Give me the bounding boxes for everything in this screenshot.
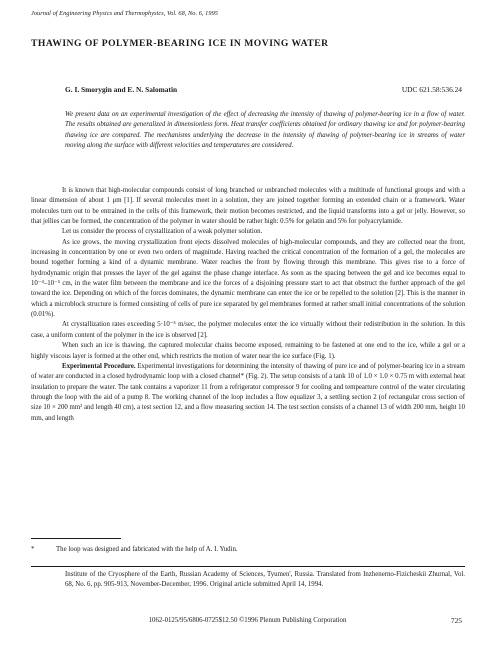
abstract: We present data on an experimental investigation of the effect of decreasing the intensity of thawing of polymer-bearing ice in a flow of water. The results obtained are generalized in dimensionless form. Heat transfer coefficients obtained for ordinary thawing ice and for polymer-bearing thawing ice are compared. The mechanisms underlying the decrease in the intensity of thawing of polymer-bearing ice in streams of water moving along the surface with different velocities and temperatures are considered.: [65, 111, 465, 150]
institute-note: Institute of the Cryosphere of the Earth, Russian Academy of Sciences, Tyumen', Russia. Translated from Inzhenerno-Fizicheskii Zhurnal, Vol. 68, No. 6, pp. 905-913, November-December, 1996. Original article submitted April 14, 1994.: [65, 571, 465, 588]
section-text: Experimental investigations for determining the intensity of thawing of pure ice and of polymer-bearing ice in a stream of water are conducted in a closed hydrodynamic loop with a closed channel* (Fig. 2). The setup consists of a tank 10 of 1.0 × 1.0 × 0.75 m with external heat insulation to prepare the water. The tank contains a vaporizer 11 from a refrigerator compressor 9 for cooling and tempearture control of the water circulating through the loop with the aid of a pump 8. The working channel of the loop includes a flow equalizer 3, a settling section 2 (of rectangular cross section of size 10 × 200 mm² and length 40 cm), a test section 12, and a flow measuring section 14. The test section consists of a channel 13 of width 200 mm, height 10 mm, and length: [31, 362, 465, 422]
body-paragraph: [31, 362, 465, 424]
body-paragraph: When such an ice is thawing, the captured molecular chains become exposed, remaining to be fastened at one end to the ice, while a gel or a highly viscous layer is formed at the other end, which restricts the motion of water near the ice surface (Fig. 1).: [31, 342, 465, 360]
footnote: [31, 545, 465, 555]
article-title: THAWING OF POLYMER-BEARING ICE IN MOVING WATER: [31, 38, 329, 49]
footnote-mark: *: [31, 546, 35, 553]
issn-line: 1062-0125/95/6806-0725$12.50 ©1996 Plenum Publishing Corporation: [148, 617, 347, 624]
udc-code: UDC 621.58:536.24: [401, 85, 462, 94]
body-paragraph: At crystallization rates exceeding 5·10⁻⁵ m/sec, the polymer molecules enter the ice virtually without their redistribution in the solution. In this case, a uniform content of the polymer in the ice is observed [2].: [31, 321, 465, 339]
page-number: 725: [450, 616, 462, 625]
body-paragraph: Let us consider the process of crystallization of a weak polymer solution.: [62, 228, 263, 236]
institute-rule: [31, 566, 465, 567]
body-paragraph: It is known that high-molecular compounds consist of long branched or unbranched molecules with a multitude of functional groups and with a linear dimension of about 1 μm [1]. If several molecules meet in a solution, they are joined together forming an extended chain or a framework. Water molecules turn out to be entrained in the cells of this framework, their motion becomes restricted, and the liquid transforms into a gel or jelly. However, so that jellies can be formed, the concentration of the polymer in water should be rather high: 0.5% for gelatin and 5% for polyacrylamide.: [31, 187, 465, 226]
body-paragraph: As ice grows, the moving crystallization front ejects dissolved molecules of high-molecular compounds, and they are collected near the front, increasing in concentration by one or even two orders of magnitude. Having reached the critical concentration of the formation of a gel, the molecules are bound together forming a kind of a dynamic membrane. Water reaches the front by flowing through this membrane. This gives rise to a force of hydrodynamic origin that presses the layer of the gel against the phase change interface. As soon as the spacing between the gel and ice becomes equal to 10⁻⁴–10⁻⁵ cm, in the water film between the membrane and ice the forces of a disjoining pressure start to act that obstruct the further approach of the gel toward the ice. Depending on which of the forces dominates, the dynamic membrane can enter the ice or be repelled to the solution [2]. This is the manner in which a microblock structure is formed consisting of cells of pure ice separated by gel membranes formed at rather small initial concentrations of the solution (0.01%).: [31, 238, 465, 319]
footnote-text: The loop was designed and fabricated with the help of A. I. Yudin.: [56, 546, 238, 553]
body-text: [31, 186, 465, 424]
section-heading: Experimental Procedure.: [62, 362, 136, 370]
authors: G. I. Smorygin and E. N. Salomatin: [65, 85, 178, 94]
footnote-rule: [31, 538, 121, 539]
journal-header: Journal of Engineering Physics and Thermophysics, Vol. 68, No. 6, 1995: [31, 10, 218, 17]
